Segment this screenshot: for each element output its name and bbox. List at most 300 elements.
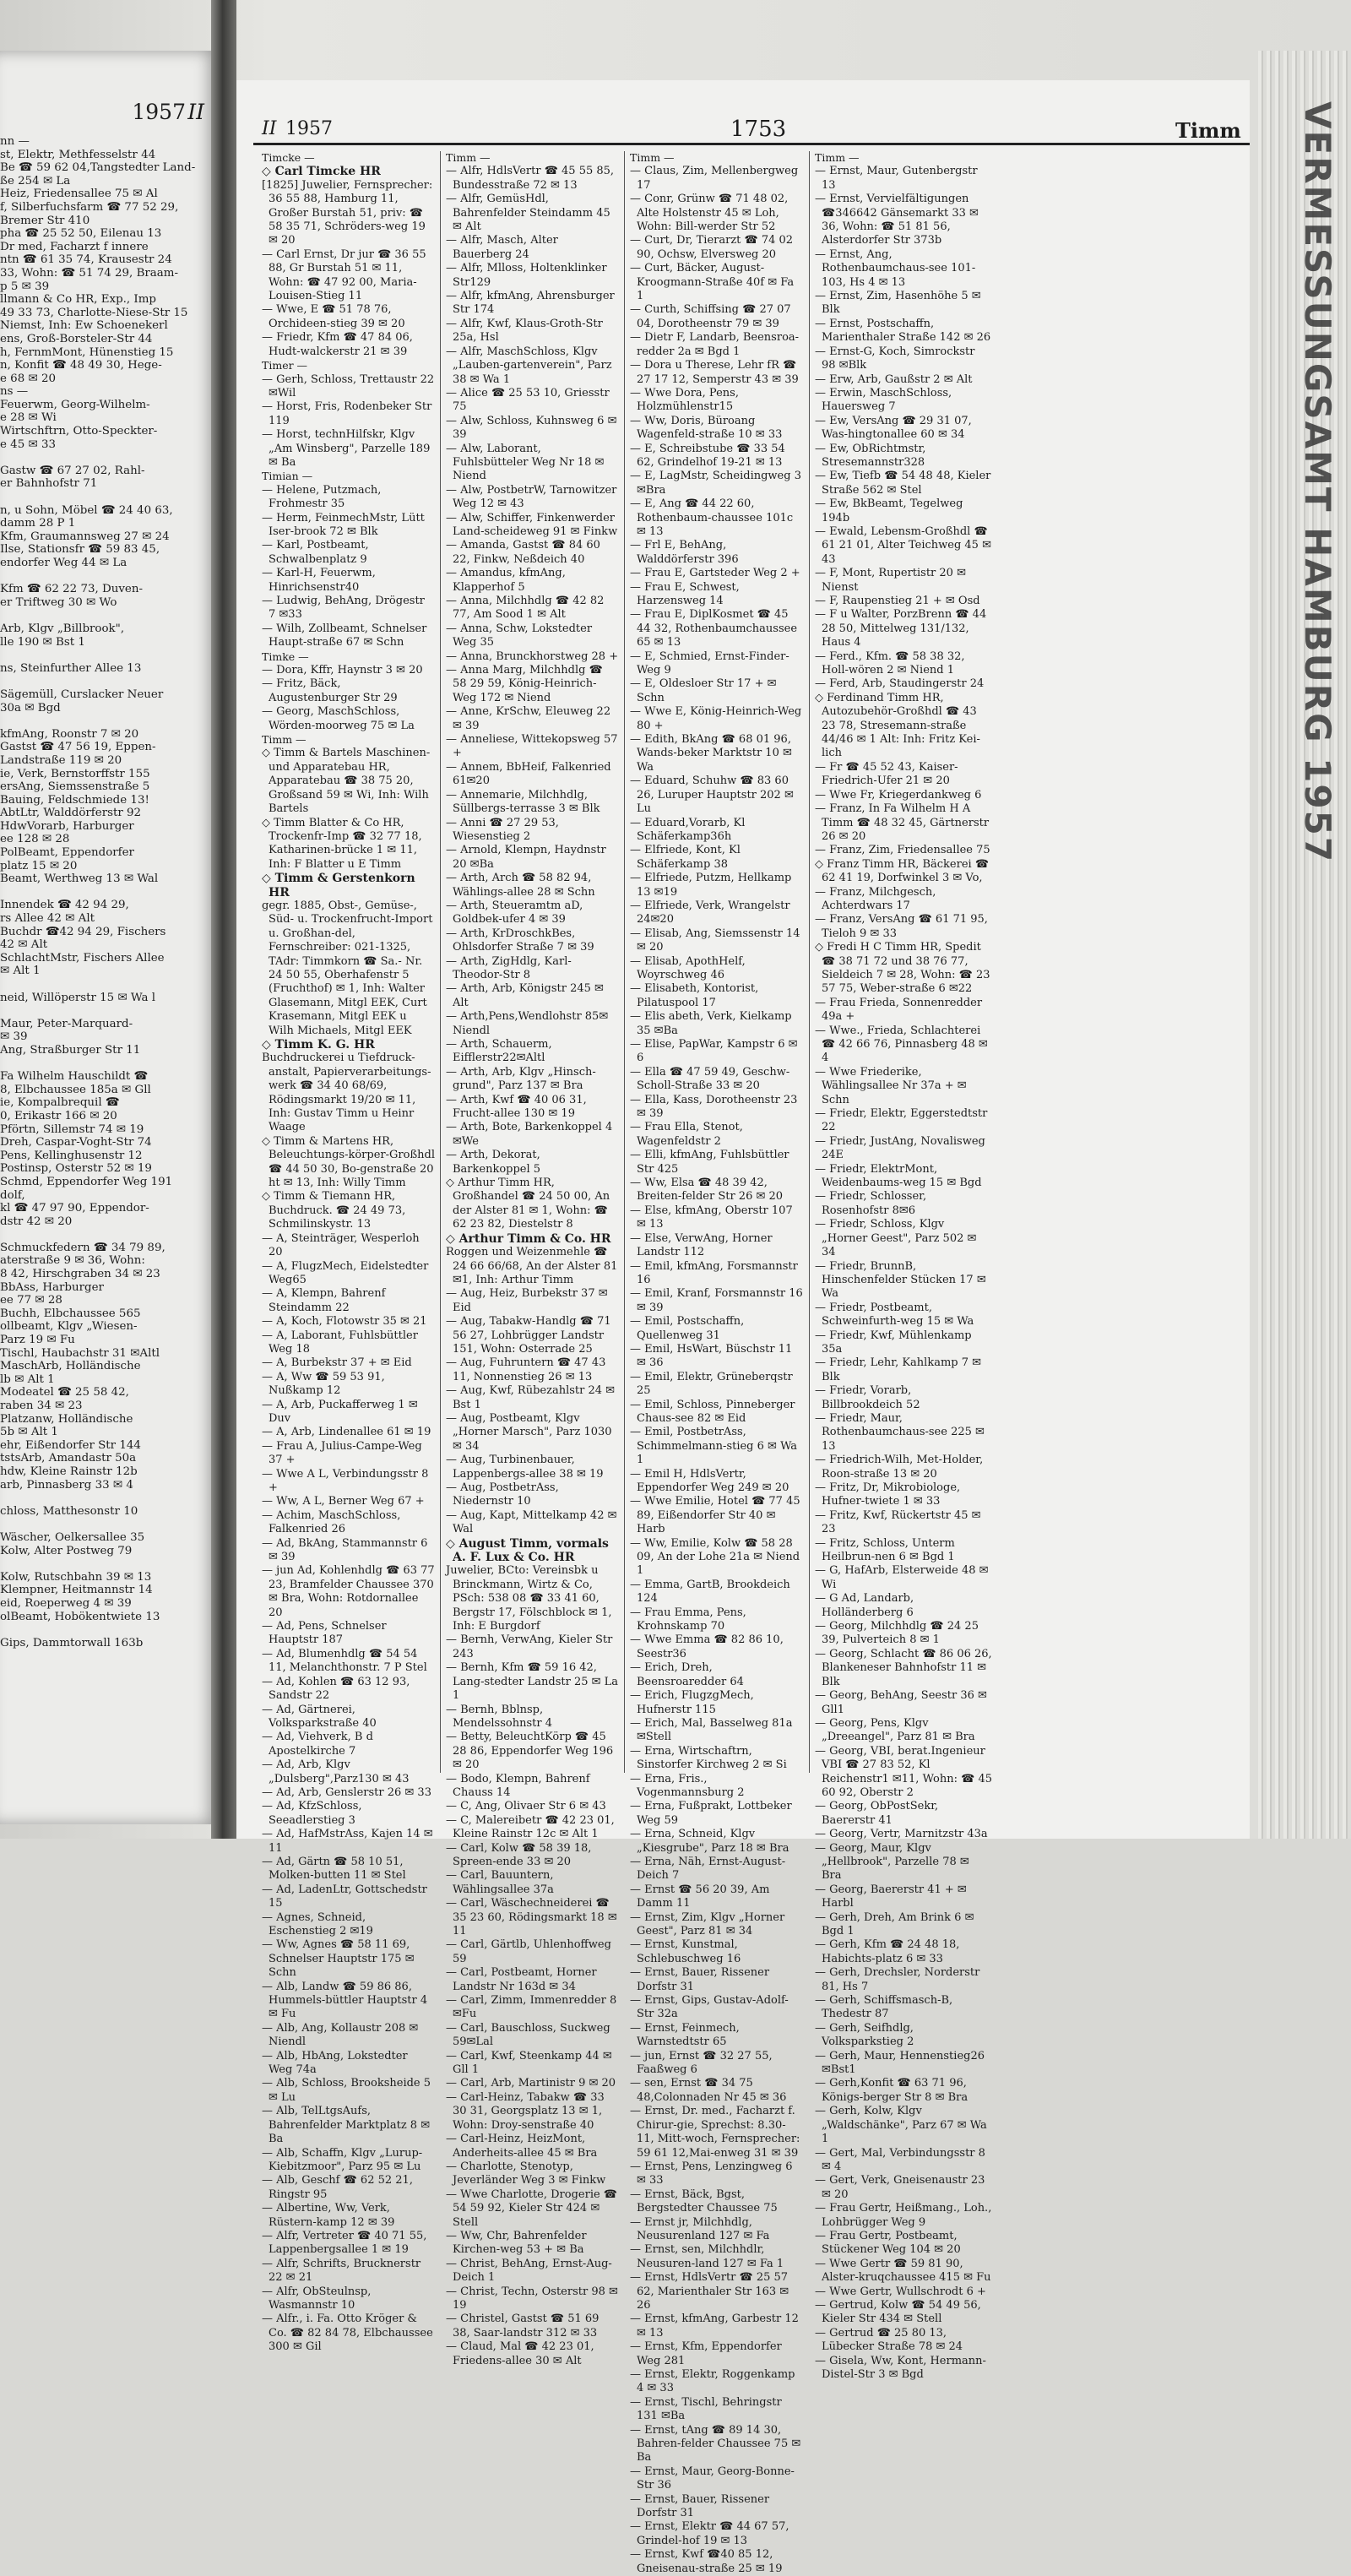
directory-entry: ◇ Arthur Timm HR, Großhandel ☎ 24 50 00, An der Alster 81 ✉ 1, Wohn: ☎ 62 23 82, Diestelstr 8	[446, 1177, 610, 1231]
directory-entry: — Gerh, Dreh, Am Brink 6 ✉ Bgd 1	[815, 1910, 974, 1937]
directory-entry: — Aug, Fuhruntern ☎ 47 43 11, Nonnenstieg 26 ✉ 13	[446, 1356, 606, 1383]
column-divider	[624, 151, 625, 1773]
directory-entry: — Christ, BehAng, Ernst-Aug-Deich 1	[446, 2257, 612, 2285]
directory-entry: — Ad, BkAng, Stammannstr 6 ✉ 39	[262, 1536, 428, 1564]
directory-entry: — Ernst, Vervielfältigungen ☎346642 Gänsemarkt 33 ✉ 36, Wohn: ☎ 51 81 56, Alsterdorfer Str 373b	[815, 193, 979, 247]
directory-entry: — Wwe Gertr, Wullschrodt 6 +	[815, 2285, 986, 2298]
left-entry-line: 30a ✉ Bgd	[0, 701, 61, 715]
directory-entry: — Frau A, Julius-Campe-Weg 37 +	[262, 1439, 422, 1467]
directory-entry: — Carl, Kwf, Steenkamp 44 ✉ Gll 1	[446, 2049, 612, 2077]
directory-entry: — Arth, ZigHdlg, Karl-Theodor-Str 8	[446, 954, 572, 981]
directory-entry: — Ernst jr, Milchhdlg, Neusurenland 127 ✉ Fa	[630, 2215, 770, 2242]
left-entry-line: HdwVorarb, Harburger	[0, 819, 134, 833]
left-entry-line: Arb, Klgv „Billbrook",	[0, 622, 125, 635]
directory-entry: — Erw, Arb, Gaußstr 2 ✉ Alt	[815, 372, 973, 386]
directory-entry: — G, HafArb, Elsterweide 48 ✉Wi	[815, 1564, 989, 1591]
directory-entry: — Friedrich-Wilh, Met-Holder, Roon-straße 13 ✉ 20	[815, 1454, 984, 1481]
directory-entry: — Gert, Mal, Verbindungsstr 8 ✉ 4	[815, 2146, 985, 2173]
directory-entry: — Horst, Fris, Rodenbeker Str 119	[262, 400, 432, 427]
directory-entry: — Ad, KfzSchloss, Seeadlerstieg 3	[262, 1800, 362, 1827]
directory-entry: — Dora u Therese, Lehr fR ☎ 27 17 12, Semperstr 43 ✉ 39	[630, 359, 799, 386]
directory-entry: — C, Malereibetr ☎ 42 23 01, Kleine Rainstr 12c ✉ Alt 1	[446, 1813, 615, 1841]
left-entry-line: Schmd, Eppendorfer Weg 191	[0, 1175, 173, 1188]
directory-entry: — Ernst, Kwf ☎40 85 12, Gneisenau-straße 25 ✉ 19	[630, 2548, 783, 2575]
left-entry-line	[0, 1492, 211, 1505]
directory-entry: — Ad, Gärtn ☎ 58 10 51, Molken-butten 11 ✉ Stel	[262, 1855, 406, 1883]
directory-entry: — Emma, GartB, Brookdeich 124	[630, 1578, 790, 1606]
left-entry-line: ✉ 39	[0, 1030, 28, 1044]
directory-entry: — Alfr., i. Fa. Otto Kröger & Co. ☎ 82 84 78, Elbchaussee 300 ✉ Gil	[262, 2312, 433, 2354]
directory-entry: — Conr, Grünw ☎ 71 48 02, Alte Holstenstr 45 ✉ Loh, Wohn: Bill-werder Str 52	[630, 193, 789, 234]
directory-entry: — Agnes, Schneid, Eschenstieg 2 ✉19	[262, 1910, 373, 1937]
directory-entry: — Anna, Milchhdlg ☎ 42 82 77, Am Sood 1 ✉ Alt	[446, 595, 605, 622]
directory-entry: — Emil H, HdlsVertr, Eppendorfer Weg 249 ✉ 20	[630, 1467, 789, 1494]
directory-entry: — Alw, PostbetrW, Tarnowitzer Weg 12 ✉ 43	[446, 483, 617, 511]
directory-entry: — Emil, Postschaffn, Quellenweg 31	[630, 1315, 745, 1342]
right-page-column: II	[262, 118, 277, 139]
left-entry-line: Pförtn, Sillemstr 74 ✉ 19	[0, 1122, 144, 1136]
left-entry-line: ens, Groß-Borsteler-Str 44	[0, 332, 153, 345]
directory-entry: — Ad, Pens, Schnelser Hauptstr 187	[262, 1620, 387, 1647]
directory-entry: — Aug, Postbeamt, Klgv „Horner Marsch", Parz 1030 ✉ 34	[446, 1411, 612, 1453]
directory-entry: — Ernst, Feinmech, Warnstedtstr 65	[630, 2021, 740, 2049]
column-divider	[440, 151, 441, 1773]
directory-entry: — Ernst, Kunstmal, Schlebuschweg 16	[630, 1938, 741, 1965]
left-entry-line: dolf,	[0, 1188, 25, 1202]
directory-entry: — Ad, Arb, Genslerstr 26 ✉ 33	[262, 1785, 431, 1799]
firm-entry: ◇ Timm & Gerstenkorn HR	[262, 872, 415, 899]
left-entry-line	[0, 1057, 211, 1071]
left-entry-line: Tischl, Haubachstr 31 ✉Altl	[0, 1346, 160, 1360]
directory-entry: — Georg, Milchhdlg ☎ 24 25 39, Pulverteich 8 ✉ 1	[815, 1620, 979, 1647]
left-entry-line: neid, Willöperstr 15 ✉ Wa l	[0, 991, 156, 1004]
directory-entry: — Elli, kfmAng, Fuhlsbüttler Str 425	[630, 1149, 789, 1176]
left-entry-line: Kolw, Alter Postweg 79	[0, 1544, 133, 1557]
surname-heading: Timm —	[630, 151, 675, 164]
directory-entry: — Wwe., Frieda, Schlachterei ☎ 42 66 76, Pinnasberg 48 ✉ 4	[815, 1024, 988, 1065]
directory-entry: — Wwe Dora, Pens, Holzmühlenstr15	[630, 386, 739, 414]
directory-entry: gegr. 1885, Obst-, Gemüse-, Süd- u. Trockenfrucht-Import u. Großhan-del, Fernschreiber: 021-1325, TAdr: Timmkorn ☎ Sa.- Nr. 24 50 55, Oberhafenstr 5 (Fruchthof) ✉ 1, Inh: Walter Glasemann, Mitgl EEK, Curt Krasemann, Mitgl EEK u Wilh Michaels, Mitgl EEK	[262, 899, 433, 1037]
directory-entry: — Ernst, Bäck, Bgst, Bergstedter Chaussee 75	[630, 2187, 778, 2215]
left-entry-line: BbAss, Harburger	[0, 1280, 104, 1294]
left-entry-line	[0, 1228, 211, 1242]
directory-entry: — A, FlugzMech, Eidelstedter Weg65	[262, 1259, 429, 1286]
directory-entry: — A, Steinträger, Wesperloh 20	[262, 1231, 420, 1259]
left-entry-line	[0, 715, 211, 728]
directory-entry: — Arth, KrDroschkBes, Ohlsdorfer Straße 7 ✉ 39	[446, 927, 594, 954]
directory-entry: — Ernst, Bauer, Rissener Dorfstr 31	[630, 1966, 770, 1993]
directory-entry: — Arth, Steueramtm aD, Goldbek-ufer 4 ✉ 39	[446, 899, 583, 927]
left-entry-line: e 68 ✉ 20	[0, 372, 56, 385]
directory-entry: — Carl, Bauuntern, Wählingsallee 37a	[446, 1869, 554, 1896]
directory-entry: — Aug, Tabakw-Handlg ☎ 71 56 27, Lohbrügger Landstr 151, Wohn: Osterrade 25	[446, 1315, 611, 1356]
directory-entry: — Ernst, kfmAng, Garbestr 12 ✉ 13	[630, 2312, 799, 2340]
directory-entry: — Ew, BkBeamt, Tegelweg 194b	[815, 497, 963, 524]
directory-entry: — Arth,Pens,Wendlohstr 85✉Niendl	[446, 1010, 609, 1037]
directory-entry: — Friedr, Schloss, Klgv „Horner Geest", Parz 502 ✉ 34	[815, 1218, 977, 1259]
directory-entry: — Ernst, Dr. med., Facharzt f. Chirur-gie, Sprechst: 8.30-11, Mitt-woch, Fernsprecher: 59 61 12,Mai-enweg 31 ✉ 39	[630, 2105, 800, 2160]
left-entry-line: Klempner, Heitmannstr 14	[0, 1584, 153, 1597]
directory-entry: — Anna Marg, Milchhdlg ☎ 58 29 59, König-Heinrich-Weg 172 ✉ Niend	[446, 664, 603, 704]
directory-column-2	[446, 151, 619, 2368]
directory-entry: — Ww, Chr, Bahrenfelder Kirchen-weg 53 + ✉ Ba	[446, 2229, 587, 2257]
directory-entry: — Wwe Emilie, Hotel ☎ 77 45 89, Eißendorfer Str 40 ✉ Harb	[630, 1495, 800, 1536]
directory-entry: — E, LagMstr, Scheidingweg 3 ✉Bra	[630, 470, 801, 497]
left-entry-line: 8, Elbchaussee 185a ✉ Gll	[0, 1083, 151, 1096]
left-entry-line: ns —	[0, 385, 29, 399]
directory-entry: ◇ Ferdinand Timm HR, Autozubehör-Großhdl ☎ 43 23 78, Stresemann-straße 44/46 ✉ 1 Alt: Inh: Fritz Kei-lich	[815, 691, 980, 760]
left-entry-line: Postinsp, Osterstr 52 ✉ 19	[0, 1162, 152, 1176]
directory-entry: — Charlotte, Stenotyp, Jeverländer Weg 3 ✉ Finkw	[446, 2160, 606, 2187]
surname-heading: Timm —	[446, 151, 491, 164]
directory-entry: ◇ Timm Blatter & Co HR, Trockenfr-Imp ☎ 32 77 18, Katharinen-brücke 1 ✉ 11, Inh: F Blatter u E Timm	[262, 816, 422, 871]
directory-entry: — Ad, Kohlen ☎ 63 12 93, Sandstr 22	[262, 1675, 410, 1703]
directory-entry: — Carl, Zimm, Immenredder 8 ✉Fu	[446, 1994, 617, 2021]
directory-entry: — Karl, Postbeamt, Schwalbenplatz 9	[262, 539, 369, 566]
left-entry-line: Fa Wilhelm Hauschildt ☎	[0, 1070, 149, 1084]
directory-entry: — Friedr, Kfm ☎ 47 84 06, Hudt-walckerstr 21 ✉ 39	[262, 331, 413, 358]
left-entry-line: Feuerwm, Georg-Wilhelm-	[0, 398, 150, 411]
directory-entry: — Amanda, Gastst ☎ 84 60 22, Finkw, Neßdeich 40	[446, 539, 600, 566]
left-entry-line: Beamt, Werthweg 13 ✉ Wal	[0, 872, 159, 886]
directory-entry: — Anna, Schw, Lokstedter Weg 35	[446, 622, 593, 649]
directory-entry: — Friedr, Schlosser, Rosenhofstr 8✉6	[815, 1190, 927, 1217]
directory-entry: — Alw, Schiffer, Finkenwerder Land-scheideweg 91 ✉ Finkw	[446, 511, 618, 538]
directory-entry: — Gertrud, Kolw ☎ 54 49 56, Kieler Str 434 ✉ Stell	[815, 2298, 981, 2326]
directory-entry: — Carl, Bauschloss, Suckweg 59✉Lal	[446, 2021, 610, 2049]
left-page-entries	[0, 135, 211, 1649]
left-entry-line: ersAng, Siemssenstraße 5	[0, 780, 150, 794]
directory-entry: — Alfr, kfmAng, Ahrensburger Str 174	[446, 290, 615, 317]
directory-entry: — Arth, Arb, Königstr 245 ✉ Alt	[446, 982, 604, 1009]
directory-entry: — Carl, Kolw ☎ 58 39 18, Spreen-ende 33 ✉ 20	[446, 1841, 592, 1868]
left-entry-line: lb ✉ Alt 1	[0, 1372, 55, 1386]
directory-entry: — Georg, ObPostSekr, Baererstr 41	[815, 1800, 939, 1827]
directory-entry: — Christel, Gastst ☎ 51 69 38, Saar-landstr 312 ✉ 33	[446, 2312, 600, 2340]
left-entry-line: Buchh, Elbchaussee 565	[0, 1307, 141, 1320]
directory-entry: — Erna, Schneid, Klgv „Kiesgrube", Parz 18 ✉ Bra	[630, 1828, 789, 1855]
left-page	[0, 51, 220, 1824]
left-entry-line: p 5 ✉ 39	[0, 280, 50, 293]
directory-entry: — Ww, Doris, Büroang Wagenfeld-straße 10 ✉ 33	[630, 414, 783, 442]
left-entry-line: ollbeamt, Klgv „Wiesen-	[0, 1320, 138, 1334]
left-entry-line	[0, 649, 211, 662]
left-entry-line: Gastw ☎ 67 27 02, Rahl-	[0, 464, 145, 477]
left-entry-line	[0, 570, 211, 584]
left-entry-line: Gastst ☎ 47 56 19, Eppen-	[0, 741, 156, 754]
directory-entry: — Carl-Heinz, HeizMont, Anderheits-allee 45 ✉ Bra	[446, 2133, 598, 2160]
directory-entry: — Fr ☎ 45 52 43, Kaiser-Friedrich-Ufer 21 ✉ 20	[815, 760, 958, 788]
left-entry-line: 5b ✉ Alt 1	[0, 1426, 58, 1439]
left-entry-line: e 28 ✉ Wi	[0, 411, 57, 425]
directory-entry: — Ernst, Kfm, Eppendorfer Weg 281	[630, 2340, 782, 2367]
directory-entry: — E, Schmied, Ernst-Finder-Weg 9	[630, 649, 789, 677]
left-entry-line: chloss, Matthesonstr 10	[0, 1504, 138, 1518]
left-entry-line: kfmAng, Roonstr 7 ✉ 20	[0, 727, 139, 741]
directory-entry: — Gerh, Maur, Hennenstieg26 ✉Bst1	[815, 2049, 985, 2077]
left-entry-line: ie, Verk, Bernstorffstr 155	[0, 767, 150, 780]
directory-entry: — Ernst, Pens, Lenzingweg 6 ✉ 33	[630, 2160, 793, 2187]
directory-entry: — Curth, Schiffsing ☎ 27 07 04, Dorotheenstr 79 ✉ 39	[630, 303, 791, 330]
left-entry-line: dstr 42 ✉ 20	[0, 1215, 73, 1228]
left-entry-line: Parz 19 ✉ Fu	[0, 1334, 75, 1347]
left-entry-line: e 45 ✉ 33	[0, 437, 56, 451]
directory-entry: — Arth, Schauerm, Eifflerstr22✉Altl	[446, 1038, 552, 1065]
directory-entry: — Dietr F, Landarb, Beensroa-redder 2a ✉ Bgd 1	[630, 331, 800, 358]
directory-entry: — Wwe, E ☎ 51 78 76, Orchideen-stieg 39 ✉ 20	[262, 303, 405, 330]
edge-stamp-text: VERMESSUNGSAMT HAMBURG 1957	[1297, 101, 1338, 864]
directory-entry: — Alfr, Kwf, Klaus-Groth-Str 25a, Hsl	[446, 317, 603, 345]
directory-entry: — Erich, FlugzgMech, Hufnerstr 115	[630, 1689, 754, 1716]
directory-entry: — Ernst, Maur, Georg-Bonne-Str 36	[630, 2465, 795, 2492]
directory-entry: — Ernst, tAng ☎ 89 14 30, Bahren-felder Chaussee 75 ✉ Ba	[630, 2423, 801, 2465]
directory-entry: — Ernst, Bauer, Rissener Dorfstr 31	[630, 2492, 770, 2520]
left-entry-line: h, FernmMont, Hünenstieg 15	[0, 345, 174, 359]
directory-entry: — Franz, VersAng ☎ 61 71 95, Tieloh 9 ✉ 33	[815, 913, 988, 940]
directory-entry: — Friedr, Postbeamt, Schweinfurth-weg 15 ✉ Wa	[815, 1301, 974, 1329]
directory-entry: — Ernst, Maur, Gutenbergstr 13	[815, 165, 978, 192]
directory-entry: — Anne, KrSchw, Eleuweg 22 ✉ 39	[446, 705, 611, 732]
left-entry-line: SchlachtMstr, Fischers Allee	[0, 951, 165, 965]
directory-entry: — Gerh, Kfm ☎ 24 48 18, Habichts-platz 6 ✉ 33	[815, 1938, 960, 1965]
left-entry-line: ee 128 ✉ 28	[0, 833, 70, 846]
left-entry-line: ntn ☎ 61 35 74, Krausestr 24	[0, 253, 172, 267]
directory-entry: — Emil, Schloss, Pinneberger Chaus-see 82 ✉ Eid	[630, 1398, 795, 1425]
directory-entry: — Ernst, HdlsVertr ☎ 25 57 62, Marienthaler Str 163 ✉ 26	[630, 2271, 789, 2312]
left-entry-line: n, u Sohn, Möbel ☎ 24 40 63,	[0, 503, 173, 517]
directory-entry: Roggen und Weizenmehle ☎ 24 66 66/68, An der Alster 81 ✉1, Inh: Arthur Timm	[446, 1246, 618, 1286]
directory-entry: — Alb, Schaffn, Klgv „Lurup-Kiebitzmoor", Parz 95 ✉ Lu	[262, 2146, 423, 2173]
left-entry-line: raben 34 ✉ 23	[0, 1399, 83, 1412]
directory-entry: — Horst, technHilfskr, Klgv „Am Winsberg", Parzelle 189 ✉ Ba	[262, 428, 431, 469]
directory-entry: — Ernst, Zim, Klgv „Horner Geest", Parz 81 ✉ 34	[630, 1910, 785, 1937]
directory-entry: — Georg, BehAng, Seestr 36 ✉Gll1	[815, 1689, 987, 1716]
firm-entry: ◇ Arthur Timm & Co. HR	[446, 1231, 611, 1246]
left-entry-line: Sägemüll, Curslacker Neuer	[0, 687, 164, 701]
directory-entry: — C, Ang, Olivaer Str 6 ✉ 43	[446, 1800, 606, 1813]
directory-entry: — Carl Ernst, Dr jur ☎ 36 55 88, Gr Burstah 51 ✉ 11, Wohn: ☎ 47 92 00, Maria-Louisen-Stieg 11	[262, 247, 426, 303]
directory-entry: — Alfr, HdlsVertr ☎ 45 55 85, Bundesstraße 72 ✉ 13	[446, 165, 615, 192]
directory-entry: — Georg, Baererstr 41 + ✉ Harbl	[815, 1883, 967, 1910]
directory-entry: — Erwin, MaschSchloss, Hauersweg 7	[815, 386, 952, 414]
directory-entry: — Gerh, Drechsler, Norderstr 81, Hs 7	[815, 1966, 980, 1993]
directory-entry: — Frau E, Gartsteder Weg 2 +	[630, 567, 800, 580]
directory-entry: — Emil, HsWart, Büschstr 11 ✉ 36	[630, 1342, 793, 1370]
directory-entry: — Ad, Gärtnerei, Volksparkstraße 40	[262, 1703, 377, 1730]
directory-entry: — Bernh, Kfm ☎ 59 16 42, Lang-stedter Landstr 25 ✉ La 1	[446, 1661, 619, 1703]
directory-entry: — Alice ☎ 25 53 10, Griesstr 75	[446, 386, 610, 414]
left-entry-line: ehr, Eißendorfer Str 144	[0, 1438, 141, 1452]
directory-entry: — Georg, MaschSchloss, Wörden-moorweg 75 ✉ La	[262, 705, 415, 732]
header-rule	[253, 143, 1250, 145]
directory-entry: — Carl, Wäschechneiderei ☎ 35 23 60, Rödingsmarkt 18 ✉ 11	[446, 1897, 617, 1937]
directory-entry: — Ernst, Gips, Gustav-Adolf-Str 32a	[630, 1994, 789, 2021]
directory-entry: — Friedr, Maur, Rothenbaumchaus-see 225 ✉ 13	[815, 1411, 985, 1453]
directory-entry: — Gerh, Seifhdlg, Volksparkstieg 2	[815, 2021, 914, 2049]
directory-entry: — Ww, Agnes ☎ 58 11 69, Schnelser Hauptstr 175 ✉ Schn	[262, 1938, 415, 1980]
left-entry-line: Bauing, Feldschmiede 13!	[0, 793, 149, 807]
left-entry-line	[0, 675, 211, 688]
left-entry-line: 8 42, Hirschgraben 34 ✉ 23	[0, 1268, 160, 1281]
left-entry-line: damm 28 P 1	[0, 517, 76, 530]
directory-entry: — Frl E, BehAng, Walddörferstr 396	[630, 539, 739, 566]
directory-entry: — Ernst, sen, Milchhdlr, Neusuren-land 127 ✉ Fa 1	[630, 2243, 784, 2270]
directory-entry: — Alb, Geschf ☎ 62 52 21, Ringstr 95	[262, 2174, 413, 2201]
directory-entry: — Eduard,Vorarb, Kl Schäferkamp36h	[630, 816, 746, 843]
directory-entry: — Carl, Gärtlb, Uhlenhoffweg 59	[446, 1938, 611, 1965]
directory-entry: — Georg, Maur, Klgv „Hellbrook", Parzelle 78 ✉ Bra	[815, 1841, 969, 1883]
directory-entry: — Gerh, Schloss, Trettaustr 22 ✉Wil	[262, 372, 435, 399]
directory-entry: — sen, Ernst ☎ 34 75 48,Colonnaden Nr 45 ✉ 36	[630, 2077, 787, 2104]
directory-entry: — Frau Frieda, Sonnenredder 49a +	[815, 996, 983, 1024]
directory-entry: — Arth, Arb, Klgv „Hinsch-grund", Parz 137 ✉ Bra	[446, 1065, 596, 1093]
directory-entry: — Wwe E, König-Heinrich-Weg 80 +	[630, 705, 802, 732]
directory-entry: — Friedr, Kwf, Mühlenkamp 35a	[815, 1329, 972, 1356]
directory-entry: — Erna, Fußprakt, Lottbeker Weg 59	[630, 1800, 792, 1827]
directory-entry: — Wwe Gertr ☎ 59 81 90, Alster-kruqchaussee 415 ✉ Fu	[815, 2257, 991, 2285]
directory-entry: — Else, kfmAng, Oberstr 107 ✉ 13	[630, 1204, 793, 1231]
directory-entry: — Ernst, Zim, Hasenhöhe 5 ✉ Blk	[815, 290, 981, 317]
surname-heading: Timm —	[262, 733, 307, 747]
directory-entry: — Ww, Elsa ☎ 48 39 42, Breiten-felder Str 26 ✉ 20	[630, 1177, 784, 1204]
left-entry-line: rs Allee 42 ✉ Alt	[0, 912, 95, 926]
left-entry-line: Wäscher, Oelkersallee 35	[0, 1530, 145, 1544]
directory-entry: — Frau Ella, Stenot, Wagenfeldstr 2	[630, 1121, 743, 1148]
directory-entry: — F, Raupenstieg 21 + ✉ Osd	[815, 595, 980, 607]
directory-entry: — Aug, PostbetrAss, Niedernstr 10	[446, 1481, 559, 1508]
directory-entry: — Bernh, Bblnsp, Mendelssohnstr 4	[446, 1703, 552, 1730]
left-entry-line	[0, 978, 211, 992]
directory-entry: — Arth, Kwf ☎ 40 06 31, Frucht-allee 130 ✉ 19	[446, 1093, 587, 1121]
directory-entry: — Ad, Blumenhdlg ☎ 54 54 11, Melanchthonstr. 7 P Stel	[262, 1647, 427, 1675]
directory-entry: — Friedr, ElektrMont, Weidenbaums-weg 15 ✉ Bgd	[815, 1162, 982, 1190]
directory-entry: — Anni ☎ 27 29 53, Wiesenstieg 2	[446, 816, 559, 843]
directory-entry: — Curt, Dr, Tierarzt ☎ 74 02 90, Ochsw, Elversweg 20	[630, 234, 794, 261]
left-entry-line: Innendek ☎ 42 94 29,	[0, 899, 129, 912]
directory-entry: — G Ad, Landarb, Holländerberg 6	[815, 1592, 914, 1619]
directory-entry: — Elis abeth, Verk, Kielkamp 35 ✉Ba	[630, 1010, 792, 1037]
directory-entry: — Ad, Viehverk, B d Apostelkirche 7	[262, 1731, 373, 1758]
directory-entry: — Elfriede, Kont, Kl Schäferkamp 38	[630, 844, 741, 871]
directory-entry: — Ernst, Ang, Rothenbaumchaus-see 101-103, Hs 4 ✉ 13	[815, 247, 976, 289]
directory-entry: — Alfr, Mlloss, Holtenklinker Str129	[446, 262, 607, 289]
directory-entry: — E, Ang ☎ 44 22 60, Rothenbaum-chaussee 101c ✉ 13	[630, 497, 794, 538]
directory-entry: — Claus, Zim, Mellenbergweg 17	[630, 165, 799, 192]
directory-entry: — Alb, Ang, Kollaustr 208 ✉Niendl	[262, 2021, 419, 2049]
left-entry-line: Wirtschftrn, Otto-Speckter-	[0, 425, 158, 438]
directory-entry: — Erich, Mal, Basselweg 81a ✉Stell	[630, 1716, 793, 1744]
directory-entry: — E, Oldesloer Str 17 + ✉ Schn	[630, 677, 777, 704]
directory-entry: — Elisabeth, Kontorist, Pilatuspool 17	[630, 982, 759, 1009]
left-entry-line	[0, 491, 211, 504]
directory-entry: — Wwe Emma ☎ 82 86 10, Seestr36	[630, 1633, 784, 1660]
directory-entry: — Ernst, Postschaffn, Marienthaler Straße 142 ✉ 26	[815, 317, 991, 345]
directory-entry: — A, Arb, Puckafferweg 1 ✉ Duv	[262, 1398, 418, 1425]
left-entry-line	[0, 451, 211, 465]
left-entry-line: Maur, Peter-Marquard-	[0, 1017, 133, 1030]
directory-entry: — Georg, Pens, Klgv „Dreeangel", Parz 81 ✉ Bra	[815, 1716, 975, 1744]
left-entry-line: Platzanw, Holländische	[0, 1412, 133, 1426]
directory-entry: — Erich, Dreh, Beensroaredder 64	[630, 1661, 744, 1688]
directory-entry: — Alfr, Vertreter ☎ 40 71 55, Lappenbergsallee 1 ✉ 19	[262, 2229, 427, 2257]
directory-entry: — Friedr, Vorarb, Billbrookdeich 52	[815, 1384, 920, 1411]
left-entry-line: llmann & Co HR, Exp., Imp	[0, 293, 156, 307]
left-entry-line: Dreh, Caspar-Voght-Str 74	[0, 1136, 152, 1149]
directory-entry: — Carl, Postbeamt, Horner Landstr Nr 163d ✉ 34	[446, 1966, 597, 1993]
directory-entry: — Emil, Kranf, Forsmannstr 16 ✉ 39	[630, 1287, 803, 1314]
directory-entry: — Alb, HbAng, Lokstedter Weg 74a	[262, 2049, 408, 2077]
directory-entry: — Alfr, Masch, Alter Bauerberg 24	[446, 234, 558, 261]
directory-entry: — Franz, Zim, Friedensallee 75	[815, 844, 990, 857]
left-entry-line: hdw, Kleine Rainstr 12b	[0, 1465, 138, 1478]
left-page-column: II	[187, 100, 204, 124]
left-entry-line: Modeatel ☎ 25 58 42,	[0, 1386, 129, 1399]
directory-entry: — Georg, VBI, berat.Ingenieur VBI ☎ 27 83 52, Kl Reichenstr1 ✉11, Wohn: ☎ 45 60 92, Oberstr 2	[815, 1744, 993, 1799]
directory-entry: — Fritz, Schloss, Unterm Heilbrun-nen 6 ✉ Bgd 1	[815, 1536, 955, 1564]
directory-entry: — A, Ww ☎ 59 53 91, Nußkamp 12	[262, 1370, 385, 1398]
directory-entry: [1825] Juwelier, Fernsprecher: 36 55 88, Hamburg 11, Großer Burstah 51, priv: ☎ 58 35 71, Schröders-weg 19 ✉ 20	[262, 178, 433, 247]
left-entry-line: er Triftweg 30 ✉ Wo	[0, 595, 117, 609]
directory-entry: — Georg, Vertr, Marnitzstr 43a	[815, 1828, 988, 1841]
surname-heading: Timer —	[262, 359, 308, 372]
left-entry-line	[0, 1518, 211, 1531]
directory-entry: — Fritz, Dr, Mikrobiologe, Hufner-twiete 1 ✉ 33	[815, 1481, 961, 1508]
left-entry-line: platz 15 ✉ 20	[0, 859, 78, 872]
directory-entry: — Edith, BkAng ☎ 68 01 96, Wands-beker Marktstr 10 ✉ Wa	[630, 733, 792, 774]
directory-entry: — Ew, VersAng ☎ 29 31 07, Was-hingtonallee 60 ✉ 34	[815, 414, 972, 442]
directory-entry: — Friedr, JustAng, Novalisweg 24E	[815, 1134, 985, 1162]
directory-entry: — Ella, Kass, Dorotheenstr 23 ✉ 39	[630, 1093, 798, 1121]
left-entry-line: Niemst, Inh: Ew Schoenekerl	[0, 319, 168, 333]
directory-entry: — Carl, Arb, Martinistr 9 ✉ 20	[446, 2077, 616, 2090]
directory-entry: — Wilh, Zollbeamt, Schnelser Haupt-straße 67 ✉ Schn	[262, 622, 427, 649]
left-entry-line	[0, 1004, 211, 1018]
directory-entry: — Alw, Laborant, Fuhlsbütteler Weg Nr 18 ✉ Niend	[446, 442, 605, 483]
directory-column-4	[815, 151, 992, 2382]
directory-entry: — Alb, Landw ☎ 59 86 86, Hummels-büttler Hauptstr 4 ✉ Fu	[262, 1980, 428, 2021]
left-entry-line: nn —	[0, 135, 30, 148]
directory-entry: — Ad, HafMstrAss, Kajen 14 ✉ 11	[262, 1828, 433, 1855]
directory-entry: — Ew, Tiefb ☎ 54 48 48, Kieler Straße 562 ✉ Stel	[815, 470, 991, 497]
firm-entry: ◇ August Timm, vormals A. F. Lux & Co. HR	[446, 1536, 609, 1565]
left-entry-line: Kfm, Graumannsweg 27 ✉ 24	[0, 530, 170, 543]
directory-entry: — Elisab, ApothHelf, Woyrschweg 46	[630, 954, 746, 981]
directory-entry: — Wwe Charlotte, Drogerie ☎ 54 59 92, Kieler Str 424 ✉ Stell	[446, 2187, 617, 2229]
firm-entry: ◇ Timm K. G. HR	[262, 1038, 375, 1052]
directory-entry: — Erna, Näh, Ernst-August-Deich 7	[630, 1855, 786, 1883]
directory-entry: — Franz, Milchgesch, Achterdwars 17	[815, 885, 936, 912]
directory-entry: — F u Walter, PorzBrenn ☎ 44 28 50, Mittelweg 131/132, Haus 4	[815, 608, 987, 649]
directory-entry: — Ludwig, BehAng, Drögestr 7 ✉33	[262, 595, 425, 622]
directory-entry: — Ewald, Lebensm-Großhdl ☎ 61 21 01, Alter Teichweg 45 ✉43	[815, 524, 991, 566]
left-entry-line: arb, Pinnasberg 33 ✉ 4	[0, 1478, 133, 1492]
directory-entry: — Georg, Schlacht ☎ 86 06 26, Blankeneser Bahnhofstr 11 ✉ Blk	[815, 1647, 992, 1688]
directory-entry: — Betty, BeleuchtKörp ☎ 45 28 86, Eppendorfer Weg 196 ✉ 20	[446, 1731, 614, 1772]
directory-entry: — Gisela, Ww, Kont, Hermann-Distel-Str 3 ✉ Bgd	[815, 2354, 986, 2381]
right-page	[236, 80, 1250, 2575]
left-entry-line: Be ☎ 59 62 04,Tangstedter Land-	[0, 161, 196, 175]
directory-entry: — Erna, Fris., Vogenmannsburg 2	[630, 1772, 745, 1799]
directory-entry: — Karl-H, Feuerwm, Hinrichsenstr40	[262, 567, 376, 594]
directory-entry: — A, Koch, Flotowstr 35 ✉ 21	[262, 1315, 427, 1329]
directory-entry: — Aug, Kwf, Rübezahlstr 24 ✉ Bst 1	[446, 1384, 616, 1411]
directory-entry: ◇ Franz Timm HR, Bäckerei ☎ 62 41 19, Dorfwinkel 3 ✉ Vo,	[815, 857, 990, 885]
directory-entry: — Fritz, Bäck, Augustenburger Str 29	[262, 677, 398, 704]
directory-entry: — Arth, Arch ☎ 58 82 94, Wählings-allee 28 ✉ Schn	[446, 872, 595, 899]
directory-entry: — Elfriede, Verk, Wrangelstr 24✉20	[630, 899, 790, 927]
left-entry-line: Kolw, Rutschbahn 39 ✉ 13	[0, 1570, 152, 1584]
left-entry-line	[0, 1623, 211, 1637]
